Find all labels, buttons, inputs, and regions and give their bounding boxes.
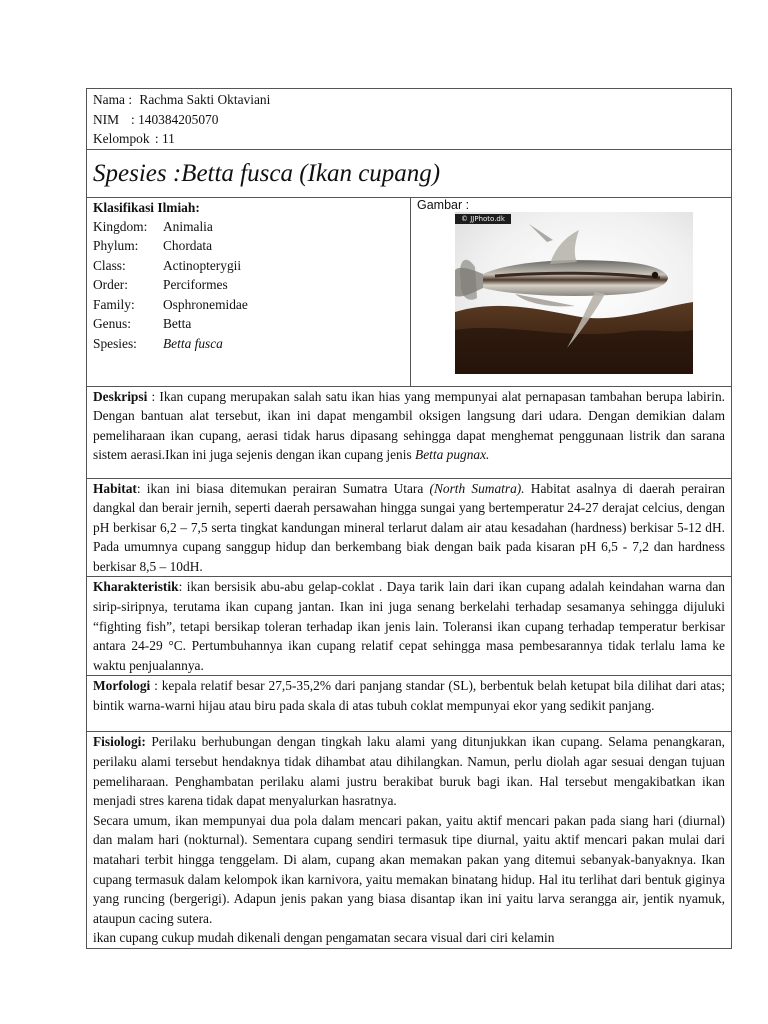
fisiologi-text: Perilaku berhubungan dengan tingkah laku alami yang ditunjukkan ikan cupang. Selama penangkaran, perilaku alami tersebut hendaknya tidak dihambat atau dihilangkan. Namun, perlu diolah agar sesuai dengan tujuan pemeliharaan. Penghambatan perilaku alami justru berakibat buruk bagi ikan. Hal tersebut mengakibatkan ikan menjadi stres karena tidak dapat menyalurkan hasratnya.	[93, 734, 725, 809]
nama-line	[93, 90, 725, 110]
klas-value: Perciformes	[163, 277, 228, 292]
nama-label: Nama :	[93, 92, 133, 107]
klasifikasi-heading: Klasifikasi Ilmiah:	[93, 199, 200, 215]
habitat-section	[87, 478, 732, 577]
fisiologi-para-1	[93, 732, 725, 810]
klas-value: Chordata	[163, 238, 213, 253]
kelompok-line	[93, 129, 725, 149]
content-table	[86, 386, 732, 949]
photo-watermark: © JJPhoto.dk	[455, 214, 511, 224]
deskripsi-section	[87, 386, 732, 478]
worksheet	[86, 88, 732, 949]
gambar-label: Gambar :	[417, 197, 470, 212]
habitat-text-2: Habitat asalnya di daerah perairan dangkal dan berair jernih, seperti daerah persawahan hingga sungai yang bertemperatur 24-27 derajat celcius, dengan pH berkisar 6,2 – 7,5 serta tingkat kandungan mineral terlarut dalam air atau kesadahan (hardness) berkisar 5-12 dH. Pada umumnya cupang sanggup hidup dan berkembang biak dengan baik pada kisaran pH 6,5 - 7,2 dan hardness berkisar 8,5 – 10dH.	[93, 480, 725, 574]
fisiologi-section	[87, 732, 732, 949]
karakteristik-label: Kharakteristik	[93, 579, 179, 595]
morfologi-section	[87, 676, 732, 732]
title-cell	[87, 149, 732, 197]
klas-key: Spesies:	[93, 335, 137, 351]
klas-row-family	[93, 295, 404, 315]
kelompok-label: Kelompok	[93, 131, 150, 146]
klas-value: Animalia	[163, 218, 213, 234]
identity-table	[86, 88, 732, 198]
habitat-text: : ikan ini biasa ditemukan perairan Sumatra Utara	[136, 480, 430, 496]
morfologi-text: : kepala relatif besar 27,5-35,2% dari panjang standar (SL), berbentuk belah ketupat bila dilihat dari atas; bintik warna-warni hijau atau biru pada skala di atas tubuh coklat mempunyai ekor yang sedikit panjang.	[93, 678, 725, 714]
klas-key: Kingdom:	[93, 218, 148, 234]
classification-table	[86, 197, 732, 387]
klas-value: Osphronemidae	[163, 296, 248, 312]
fisiologi-para-2: Secara umum, ikan mempunyai dua pola dalam mencari pakan, yaitu aktif mencari pakan pada siang hari (diurnal) dan malam hari (nokturnal). Sementara cupang sendiri termasuk tipe diurnal, yaitu aktif mencari pakan mulai dari matahari terbit hingga tenggelam. Di alam, cupang akan memakan pakan yang ditemui sebanyak-banyaknya. Ikan cupang termasuk dalam kelompok ikan karnivora, yaitu memakan binatang hidup. Hal itu terlihat dari bentuk giginya yang runcing (bergerigi). Adapun jenis pakan yang biasa disantap ikan ini yaitu larva serangga air, jentik nyamuk, ataupun cacing sutera.	[93, 812, 725, 926]
klas-value: Betta	[163, 316, 192, 331]
deskripsi-text: : Ikan cupang merupakan salah satu ikan hias yang mempunyai alat pernapasan tambahan berupa labirin. Dengan bantuan alat tersebut, ikan ini dapat mengambil oksigen langsung dari udara. Dengan demikian dalam pemeliharaan ikan cupang, aerasi tidak harus dipasang sehingga dapat menghemat penggunaan listrik dan sarana sistem aerasi.Ikan ini juga sejenis dengan ikan cupang jenis	[93, 388, 725, 463]
klas-row-phylum	[93, 236, 404, 256]
klas-key: Family:	[93, 296, 135, 312]
klas-key: Class:	[93, 257, 126, 273]
klas-key: Order:	[93, 277, 128, 292]
fish-photo	[455, 212, 693, 374]
kelompok-value: : 11	[154, 131, 175, 146]
habitat-label: Habitat	[93, 480, 137, 496]
deskripsi-label: Deskripsi	[93, 388, 148, 404]
klas-key: Genus:	[93, 316, 131, 331]
habitat-italic: (North Sumatra).	[429, 480, 525, 496]
identity-cell	[87, 89, 732, 150]
klas-row-class	[93, 256, 404, 276]
fisiologi-label: Fisiologi:	[93, 734, 146, 750]
klas-value: Betta fusca	[163, 335, 223, 351]
klas-row-order	[93, 275, 404, 295]
morfologi-label: Morfologi	[93, 678, 151, 694]
page-title: Spesies :Betta fusca (Ikan cupang)	[93, 159, 441, 187]
klas-value: Actinopterygii	[163, 257, 242, 273]
klas-key: Phylum:	[93, 238, 139, 253]
klasifikasi-cell	[87, 197, 411, 386]
nama-value: Rachma Sakti Oktaviani	[139, 92, 271, 107]
fish-photo-image	[455, 212, 693, 374]
nim-value: : 140384205070	[131, 111, 219, 127]
nim-line	[93, 110, 725, 130]
gambar-cell	[411, 197, 732, 386]
klas-row-kingdom	[93, 217, 404, 237]
klas-row-genus	[93, 314, 404, 334]
nim-label: NIM	[93, 111, 120, 127]
karakteristik-section	[87, 577, 732, 676]
karakteristik-text: : ikan bersisik abu-abu gelap-coklat . Daya tarik lain dari ikan cupang adalah keindahan warna dan sirip-siripnya, terutama ikan cupang jantan. Ikan ini juga senang berkelahi terhadap sesamanya sehingga dijuluki “fighting fish”, tetapi bersikap toleran terhadap ikan jenis lain. Toleransi ikan cupang terhadap temperatur berkisar antara 24-29 °C. Pertumbuhannya ikan cupang relatif cepat sehingga masa pembesarannya tidak terlalu lama ke waktu penjualannya.	[93, 579, 725, 673]
fisiologi-para-3: ikan cupang cukup mudah dikenali dengan pengamatan secara visual dari ciri kelamin	[93, 930, 555, 946]
klas-row-spesies	[93, 334, 404, 354]
deskripsi-italic: Betta pugnax.	[415, 447, 490, 463]
